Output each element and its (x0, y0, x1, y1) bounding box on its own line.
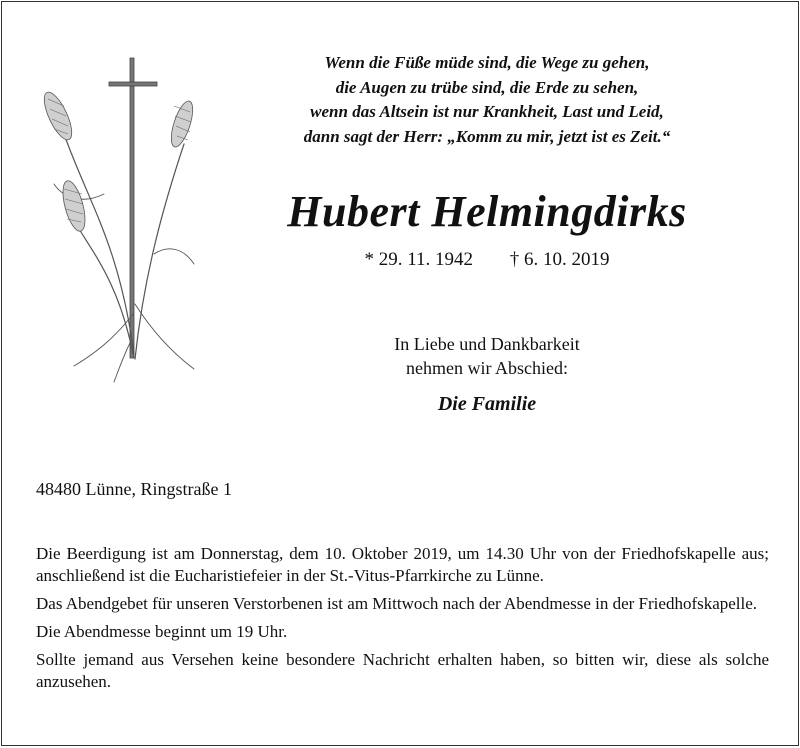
family-signature: Die Familie (437, 393, 537, 415)
notice-paragraph: Das Abendgebet für unseren Verstorbenen ist am Mittwoch nach der Abendmesse in der Friedhofskapelle. (36, 594, 758, 613)
notice-paragraph: Die Abendmesse beginnt um 19 Uhr. (36, 622, 288, 641)
notice-paragraph: Sollte jemand aus Versehen keine besondere Nachricht erhalten haben, so bitten wir, diese als solche anzusehen. (36, 650, 769, 691)
address: 48480 Lünne, Ringstraße 1 (36, 479, 232, 499)
birth-date: * 29. 11. 1942 (364, 249, 474, 270)
poem-line: die Augen zu trübe sind, die Erde zu sehen, (335, 77, 639, 97)
poem-line: wenn das Altsein ist nur Krankheit, Last und Leid, (310, 102, 664, 121)
deceased-name: Hubert Helmingdirks (287, 187, 687, 236)
obituary-notice (1, 1, 799, 746)
farewell-line: nehmen wir Abschied: (406, 358, 568, 378)
notice-paragraph: Die Beerdigung ist am Donnerstag, dem 10. Oktober 2019, um 14.30 Uhr von der Friedhofskapelle aus; anschließend ist die Eucharistiefeier in der St.-Vitus-Pfarrkirche zu Lünne. (36, 544, 769, 585)
death-date: † 6. 10. 2019 (509, 249, 610, 270)
life-dates (252, 248, 722, 272)
farewell-line: In Liebe und Dankbarkeit (394, 334, 580, 354)
poem (252, 51, 722, 149)
poem-line: Wenn die Füße müde sind, die Wege zu gehen, (324, 53, 650, 72)
poem-line: dann sagt der Herr: „Komm zu mir, jetzt ist es Zeit.“ (303, 126, 671, 146)
cross-with-wheat-icon (34, 54, 199, 384)
funeral-notices (36, 543, 769, 699)
farewell-text (252, 332, 722, 380)
